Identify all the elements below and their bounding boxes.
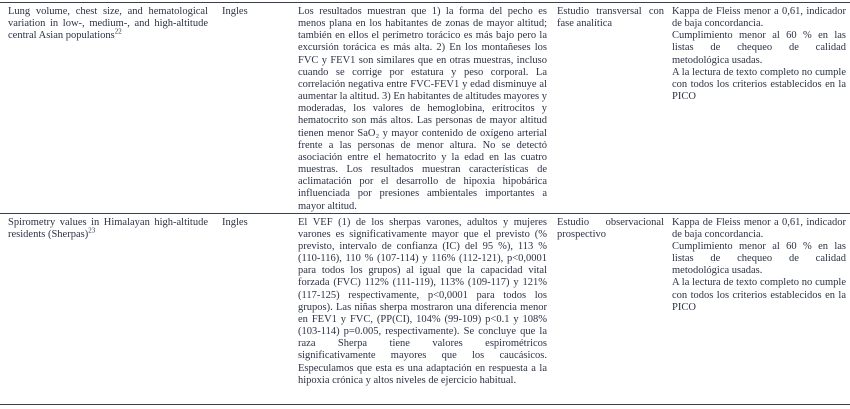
study-type-text: Estudio observacional prospectivo	[557, 216, 664, 240]
study-type-text: Estudio transversal con fase analítica	[557, 6, 664, 30]
quality-assessment-cell	[672, 214, 850, 404]
studies-review-table	[0, 2, 850, 405]
table-row	[0, 214, 850, 404]
reference-superscript: 22	[114, 27, 122, 36]
reference-superscript: 23	[88, 226, 96, 235]
quality-paragraph: Kappa de Fleiss menor a 0,61, indicador de baja concordancia.	[672, 216, 846, 240]
study-title: Spirometry values in Himalayan high-altitude residents (Sherpas)	[8, 216, 208, 240]
language-cell	[222, 3, 298, 213]
results-cell	[298, 214, 554, 404]
study-title-cell	[0, 3, 222, 213]
language-label: Ingles	[222, 6, 248, 17]
study-title: Lung volume, chest size, and hematological variation in low-, medium-, and high-altitude central Asian populations	[8, 6, 208, 42]
study-title-cell	[0, 214, 222, 404]
results-text: Los resultados muestran que 1) la forma del pecho es menos plana en los habitantes de zonas de mayor altitud; también en ellos el perímetro torácico es más bajo pero la excursión torácica es más alta. 2) En los montañeses los FVC y FEV1 son similares que en otras muestras, incluso cuando se corrige por estatura y peso corporal. La correlación negativa entre FVC-FEV1 y edad disminuye al aumentar la altitud. 3) En habitantes de altitudes mayores y moderadas, los valores de hemoglobina, eritrocitos y hematocrito son más altos. Las personas de mayor altitud tienen menor SaO₂ y mayor contenido de oxígeno arterial frente a las personas de menor altura. No se detectó asociación entre el hematocrito y la edad en las cuatro muestras. Los resultados muestran características de aclimatación por el desarrollo de hipoxia hipobárica influenciada por presiones ambientales importantes a mayor altitud.	[298, 6, 548, 212]
table-row	[0, 3, 850, 214]
study-type-cell	[554, 214, 672, 404]
quality-paragraph: Cumplimiento menor al 60 % en las listas de chequeo de calidad metodológica usadas.	[672, 240, 846, 277]
quality-paragraph: Kappa de Fleiss menor a 0,61, indicador de baja concordancia.	[672, 6, 846, 30]
results-text: El VEF (1) de los sherpas varones, adultos y mujeres varones es significativamente mayor que el previsto (% previsto, intervalo de confianza (IC) del 95 %), 113 % (110-116), 110 % (107-114) y 116% (112-121), p<0,0001 para todos los grupos) al igual que la capacidad vital forzada (FVC) 112% (111-119), 113% (109-117) y 121% (117-125) respectivamente, p<0,0001 para todos los grupos). Las niñas sherpa mostraron una diferencia menor en FEV1 y FVC, (PP(CI), 104% (99-109) p<0.1 y 108% (103-114) p=0.005, respectivamente). Se concluye que la raza Sherpa tiene valores espirométricos significativamente mayores que los caucásicos. Especulamos que esta es una adaptación en respuesta a la hipoxia crónica y altos niveles de ejercicio habitual.	[298, 216, 547, 386]
quality-paragraph: A la lectura de texto completo no cumple con todos los criterios establecidos en la PICO	[672, 277, 846, 313]
study-type-cell	[554, 3, 672, 213]
results-cell	[298, 3, 554, 213]
language-cell	[222, 214, 298, 404]
quality-assessment-cell	[672, 3, 850, 213]
quality-paragraph: Cumplimiento menor al 60 % en las listas de chequeo de calidad metodológica usadas.	[672, 30, 846, 66]
quality-paragraph: A la lectura de texto completo no cumple con todos los criterios establecidos en la PICO	[672, 66, 846, 103]
language-label: Ingles	[222, 216, 248, 228]
